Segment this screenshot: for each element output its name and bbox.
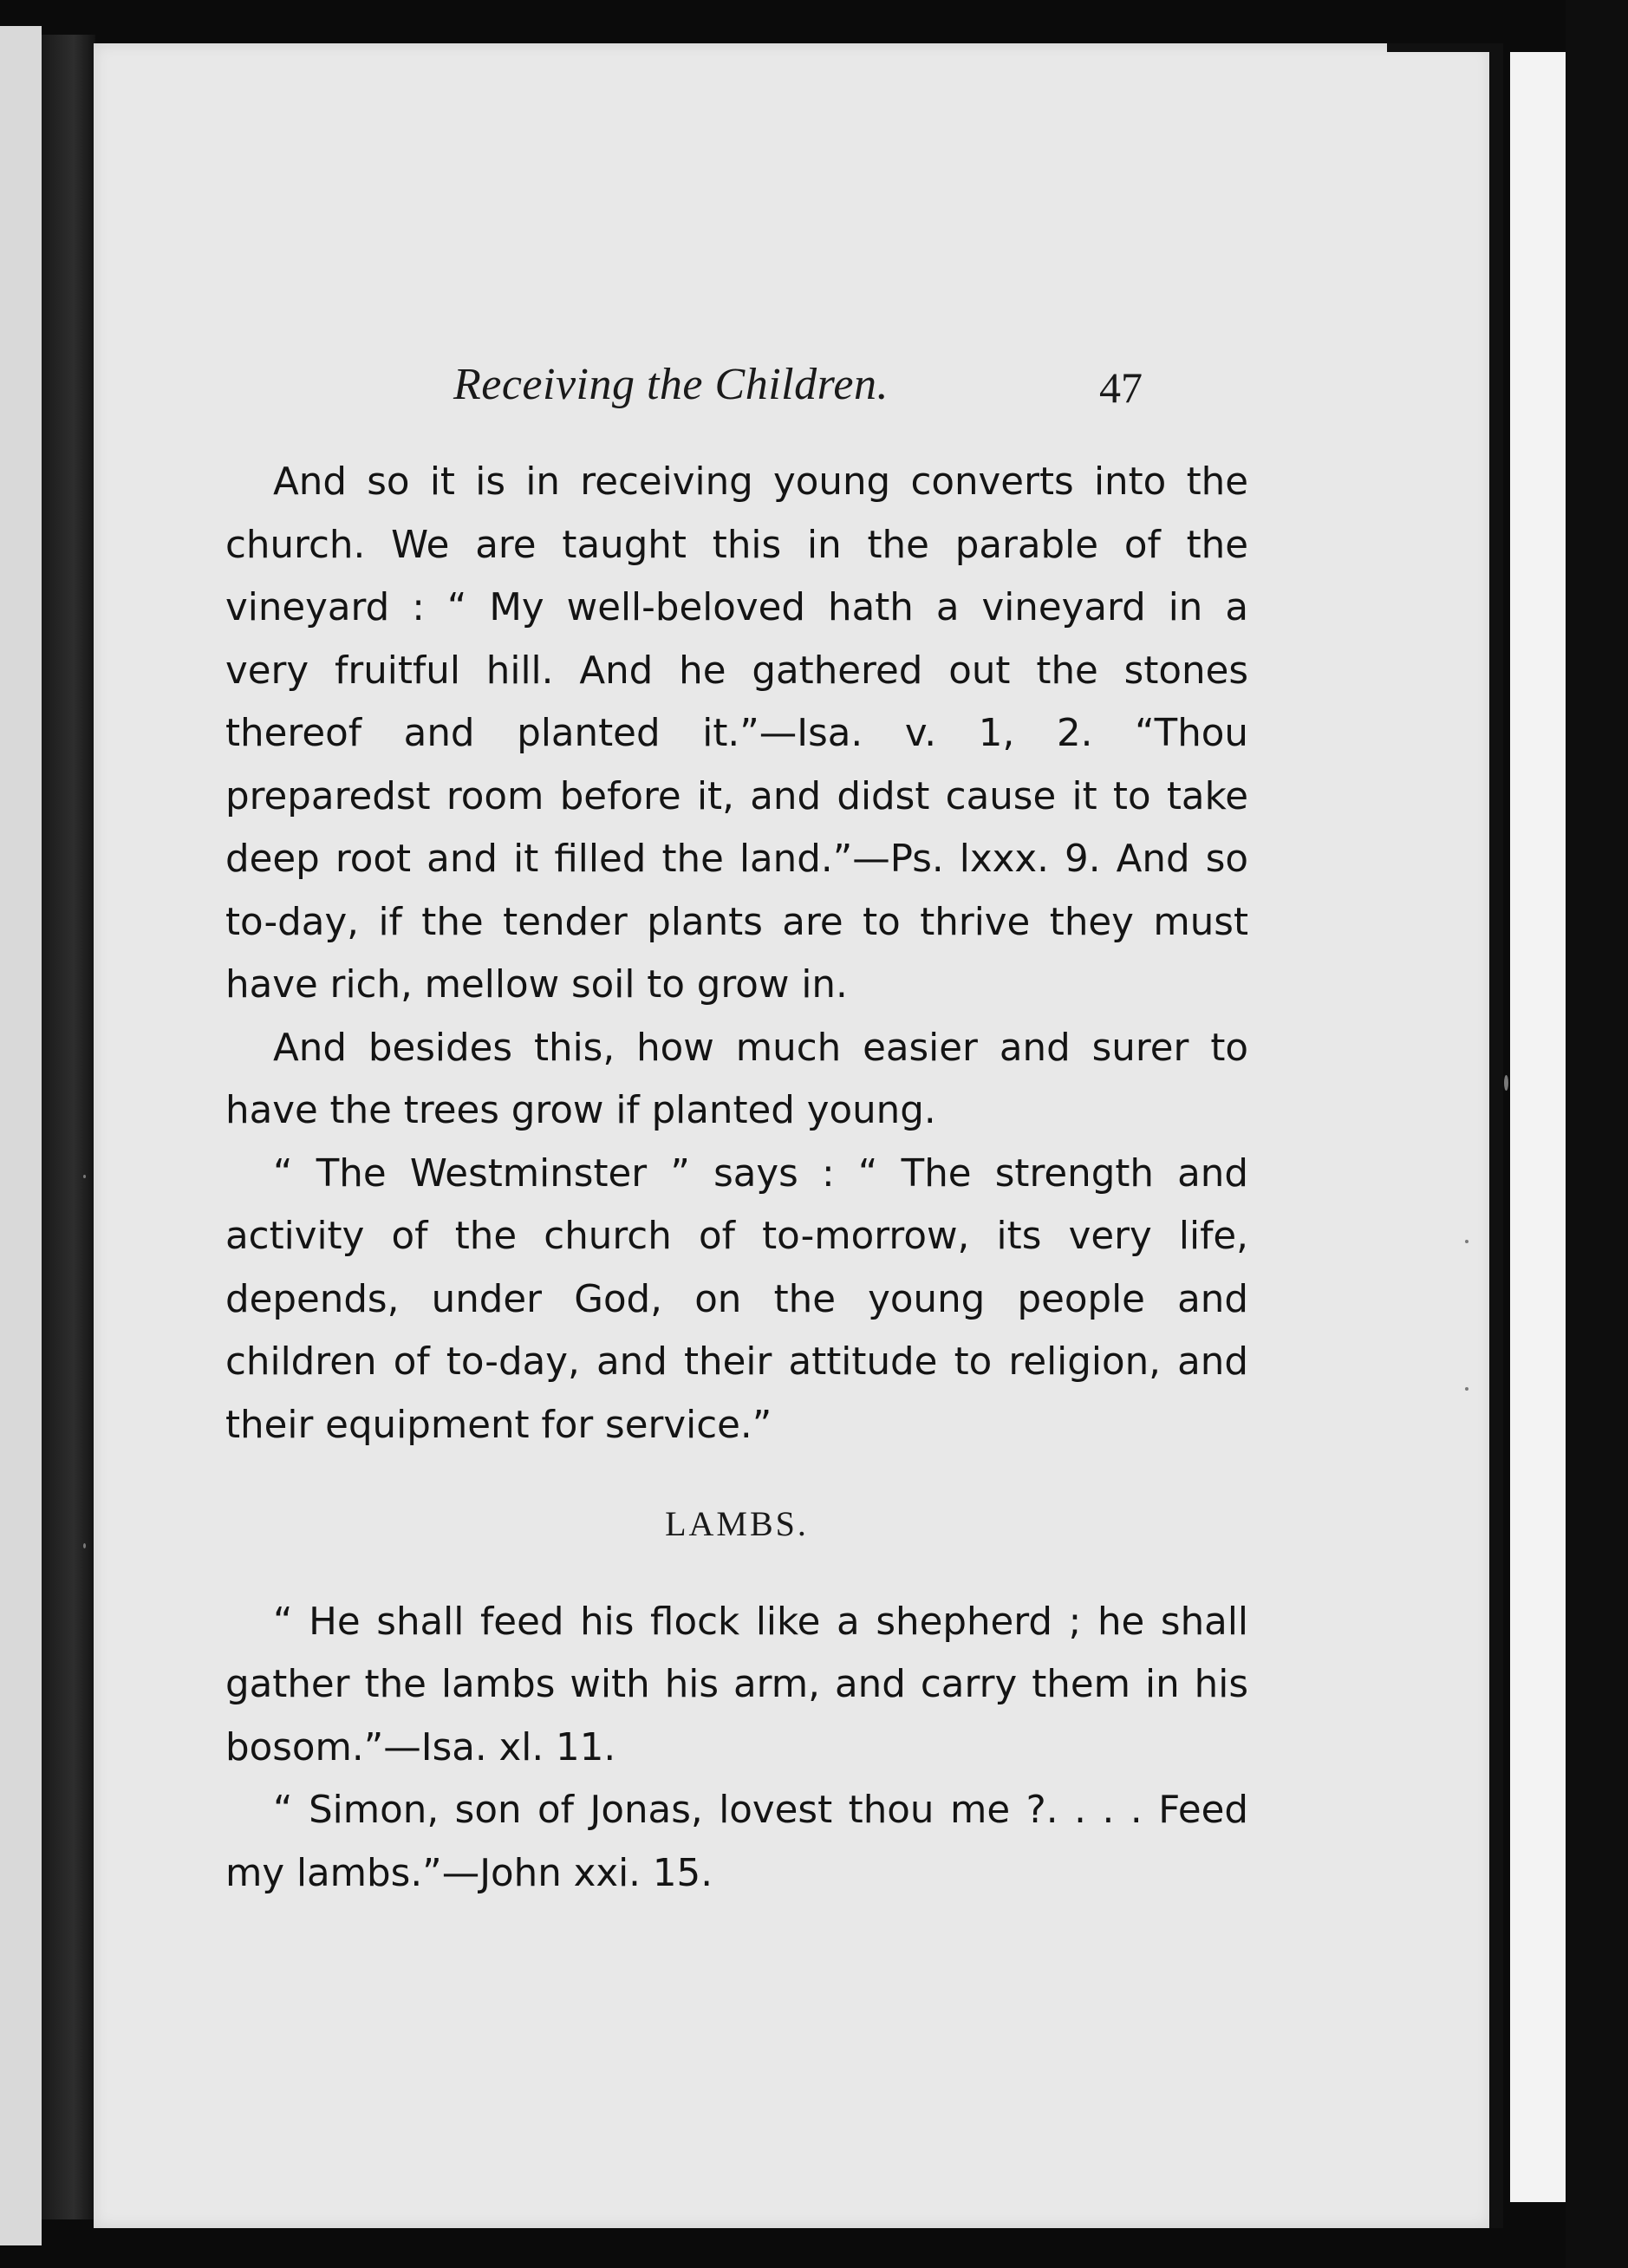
scan-speck <box>83 1175 86 1178</box>
page-edge-right <box>1510 52 1566 2202</box>
paragraph-converts: And so it is in receiving young converts into the church. We are taught this in the parable of the vineyard : “ My well-beloved hath a vineyard in a very fruitful hill. And he gathered out the stones thereof and planted it.”—Isa. v. 1, 2. “Thou preparedst room before it, and didst cause it to take deep root and it filled the land.”—Ps. lxxx. 9. And so to-day, if the tender plants are to thrive they must have rich, mellow soil to grow in. <box>225 460 1248 1007</box>
paragraph-planted-young: And besides this, how much easier and surer to have the trees grow if planted young. <box>225 1026 1248 1132</box>
page-corner-shadow <box>1387 43 1503 52</box>
paragraph-john-quote: “ Simon, son of Jonas, lovest thou me ?. . . . Feed my lambs.”—John xxi. 15. <box>225 1789 1248 1895</box>
facing-page-edge <box>0 26 42 2245</box>
section-heading: LAMBS. <box>665 1504 809 1543</box>
book-page <box>94 43 1491 2228</box>
running-title: Receiving the Children. <box>453 360 889 409</box>
scan-speck <box>83 1543 86 1548</box>
scan-speck <box>1465 1240 1468 1243</box>
page-body <box>225 451 1248 1905</box>
page-number: 47 <box>1099 363 1143 412</box>
page-header <box>94 359 1491 420</box>
scan-speck <box>1504 1075 1508 1091</box>
paragraph-westminster-quote: “ The Westminster ” says : “ The strength and activity of the church of to-morrow, its very life, depends, under God, on the young people and children of to-day, and their attitude to religion, and their equipment for service.” <box>225 1151 1248 1447</box>
page-edge-shadow <box>1489 43 1503 2228</box>
scan-background-right <box>1566 0 1628 2268</box>
scan-speck <box>1465 1387 1468 1391</box>
paragraph-isaiah-quote: “ He shall feed his flock like a shepherd ; he shall gather the lambs with his arm, and carry them in his bosom.”—Isa. xl. 11. <box>225 1600 1248 1769</box>
binding-shadow <box>42 35 95 2219</box>
